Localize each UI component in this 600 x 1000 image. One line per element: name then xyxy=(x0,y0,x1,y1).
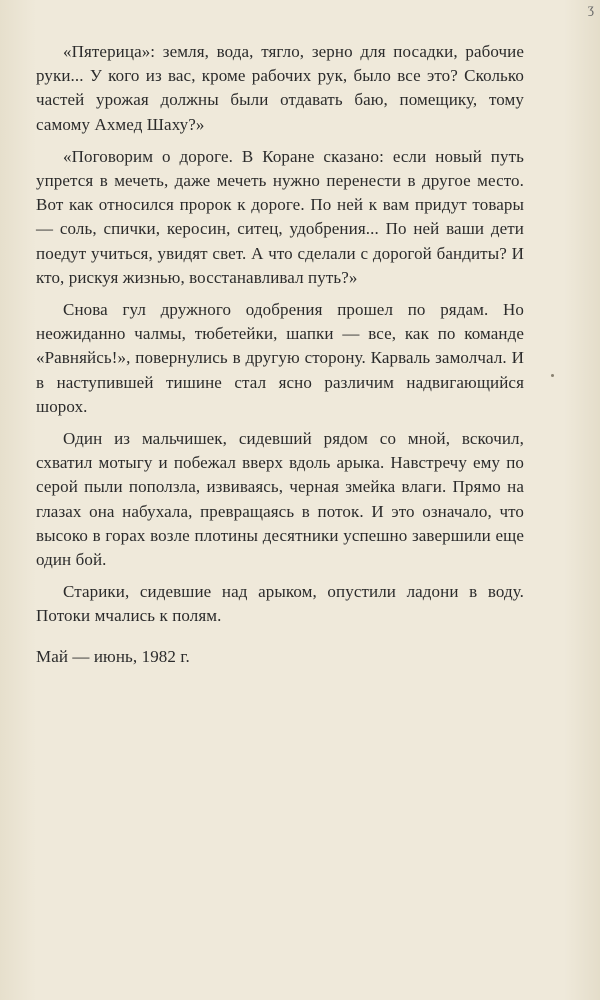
paragraph: Старики, сидевшие над арыком, опустили ладони в воду. Потоки мчались к полям. xyxy=(36,582,524,626)
paragraph: «Пятерица»: земля, вода, тягло, зерно для посадки, рабочие руки... У кого из вас, кроме рабочих рук, было все это? Сколько частей урожая должны были отдавать баю, помещику, тому самому Ахмед Шаху?» xyxy=(36,42,524,134)
paper-speck xyxy=(551,374,554,377)
corner-mark: ʒ xyxy=(587,2,594,17)
paragraph: Один из мальчишек, сидевший рядом со мной, вскочил, схватил мотыгу и побежал вверх вдоль арыка. Навстречу ему по серой пыли поползла, извиваясь, черная змейка влаги. Прямо на глазах она набухала, превращаясь в поток. И это означало, что высоко в горах возле плотины десятники успешно завершили еще один бой. xyxy=(36,429,524,570)
paragraph: «Поговорим о дороге. В Коране сказано: если новый путь упрется в мечеть, даже мечеть нужно перенести в другое место. Вот как относился пророк к дороге. По ней к вам придут товары — соль, спички, керосин, ситец, удобрения... По ней ваши дети поедут учиться, увидят свет. А что сделали с дорогой бандиты? И кто, рискуя жизнью, восстанавливал путь?» xyxy=(36,146,524,287)
paragraph: Снова гул дружного одобрения прошел по рядам. Но неожиданно чалмы, тюбетейки, шапки — все, как по команде «Равняйсь!», повернулись в другую сторону. Карваль замолчал. И в наступившей тишине стал ясно различим надвигающийся шорох. xyxy=(36,300,524,416)
dateline: Май — июнь, 1982 г. xyxy=(36,646,190,666)
body-text xyxy=(36,40,524,686)
